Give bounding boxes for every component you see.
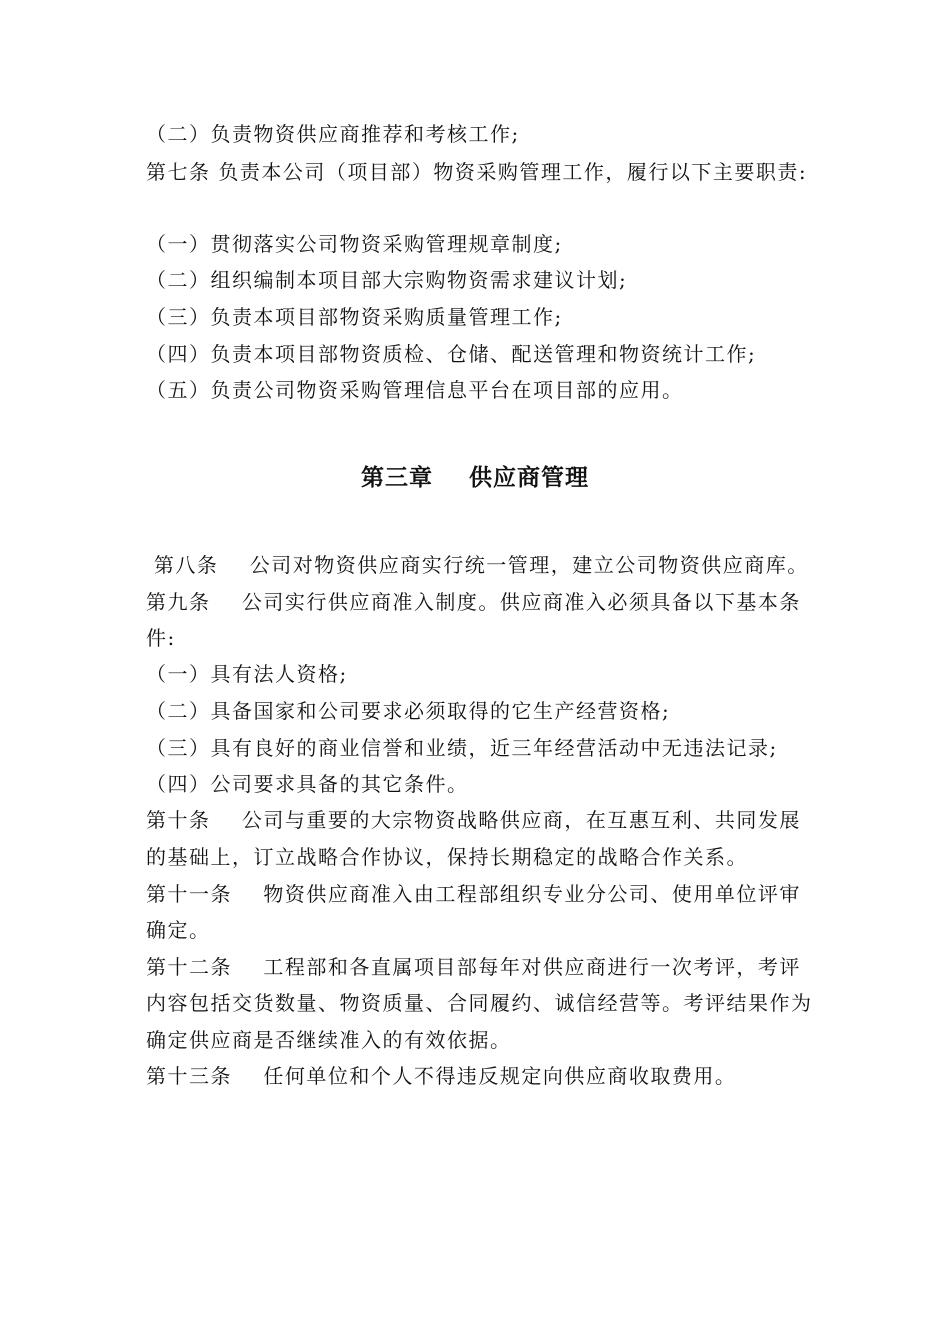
item-info-platform: （五）负责公司物资采购管理信息平台在项目部的应用。 [146, 378, 684, 402]
article-10: 第十条 公司与重要的大宗物资战略供应商，在互惠互利、共同发展 [146, 808, 801, 832]
article-12-continued-1: 内容包括交货数量、物资质量、合同履约、诚信经营等。考评结果作为 [146, 991, 813, 1015]
article-11: 第十一条 物资供应商准入由工程部组织专业分公司、使用单位评审 [146, 882, 801, 906]
article-11-continued: 确定。 [146, 918, 211, 942]
item-implement-rules: （一）贯彻落实公司物资采购管理规章制度; [146, 232, 563, 256]
item-other-conditions: （四）公司要求具备的其它条件。 [146, 772, 469, 796]
article-9-continued: 件: [146, 626, 176, 650]
chapter-title: 第三章 供应商管理 [360, 465, 590, 491]
article-13: 第十三条 任何单位和个人不得违反规定向供应商收取费用。 [146, 1064, 737, 1088]
article-12-continued-2: 确定供应商是否继续准入的有效依据。 [146, 1028, 512, 1052]
article-12: 第十二条 工程部和各直属项目部每年对供应商进行一次考评，考评 [146, 955, 801, 979]
article-9: 第九条 公司实行供应商准入制度。供应商准入必须具备以下基本条 [146, 590, 801, 614]
item-supplier-recommend: （二）负责物资供应商推荐和考核工作; [146, 122, 520, 146]
article-8: 第八条 公司对物资供应商实行统一管理，建立公司物资供应商库。 [146, 553, 809, 577]
item-qualification: （二）具备国家和公司要求必须取得的它生产经营资格; [146, 699, 671, 723]
item-inspection-storage: （四）负责本项目部物资质检、仓储、配送管理和物资统计工作; [146, 342, 757, 366]
item-quality-management: （三）负责本项目部物资采购质量管理工作; [146, 305, 563, 329]
article-10-continued: 的基础上，订立战略合作协议，保持长期稳定的战略合作关系。 [146, 845, 748, 869]
item-legal-person: （一）具有法人资格; [146, 662, 348, 686]
article-7: 第七条 负责本公司（项目部）物资采购管理工作，履行以下主要职责: [146, 160, 808, 184]
item-compile-plan: （二）组织编制本项目部大宗购物资需求建议计划; [146, 268, 628, 292]
item-reputation: （三）具有良好的商业信誉和业绩，近三年经营活动中无违法记录; [146, 736, 778, 760]
